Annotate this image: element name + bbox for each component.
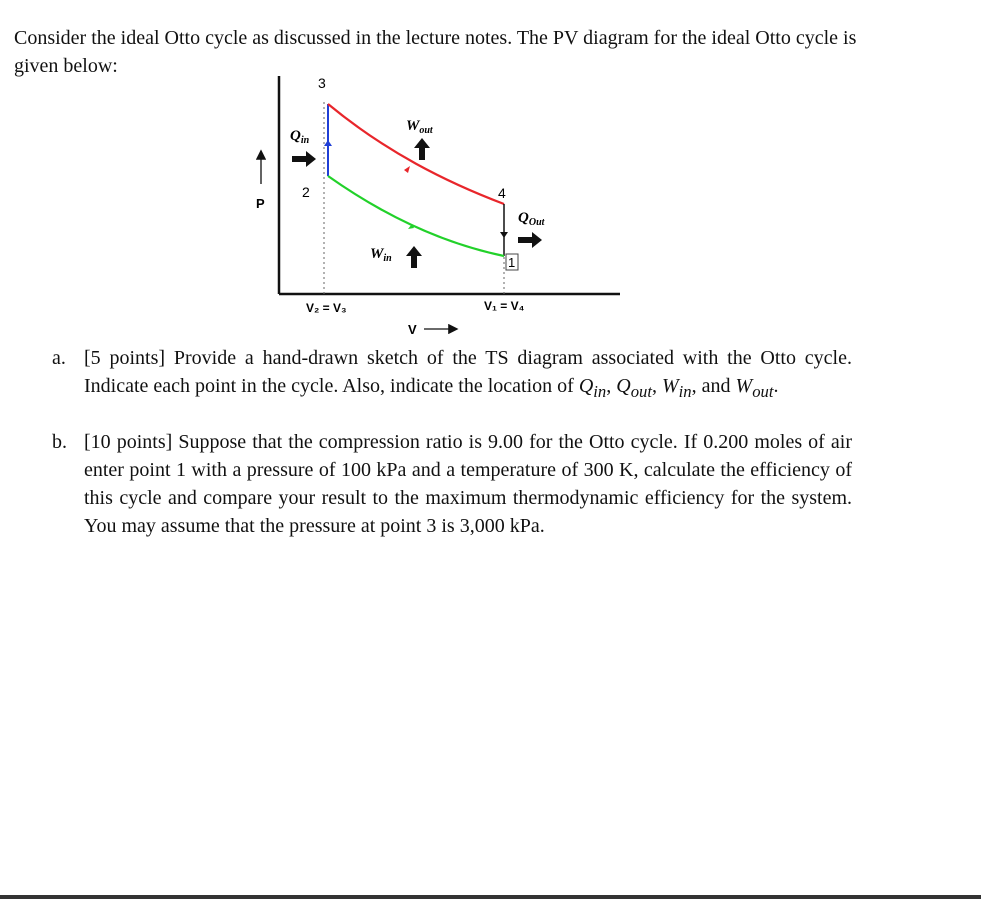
- question-a: [52, 344, 852, 406]
- w-in-arrow-icon: [406, 246, 422, 268]
- pv-diagram-svg: [236, 72, 636, 342]
- v1-v4-label: V₁ = V₄: [484, 299, 525, 313]
- w-out-sub: out: [419, 125, 433, 136]
- q-out-symbol: Q: [616, 375, 631, 397]
- q-out-sub: Out: [528, 217, 545, 228]
- pv-diagram: [236, 72, 636, 342]
- q-in-label: $Q_{in}$: [290, 128, 310, 146]
- q-in-arrow-icon: [292, 151, 316, 167]
- v-axis-label: V: [408, 322, 417, 337]
- q-in-subscript: in: [593, 382, 607, 401]
- w-out-arrow-icon: [414, 138, 430, 160]
- question-b-text: [10 points] Suppose that the compression ratio is 9.00 for the Otto cycle. If 0.200 moles of air enter point 1 with a pressure of 100 kPa and a temperature of 300 K, calculate the efficiency of this cycle and compare your result to the maximum thermodynamic efficiency for the system. You may assume that the pressure at point 3 is 3,000 kPa.: [84, 431, 852, 537]
- separator-3: , and: [691, 375, 736, 397]
- point-3-label: 3: [318, 75, 326, 91]
- compression-curve: [328, 176, 504, 256]
- w-out-symbol: W: [735, 375, 753, 397]
- w-in-label: $W_{in}$: [370, 246, 392, 264]
- q-out-arrow-icon: [518, 232, 542, 248]
- q-in-symbol: Q: [578, 375, 594, 397]
- v2-v3-label: V₂ = V₃: [306, 301, 347, 315]
- intro-paragraph: Consider the ideal Otto cycle as discussed in the lecture notes. The PV diagram for the ideal Otto cycle is given below:: [14, 27, 857, 77]
- separator-1: ,: [606, 375, 617, 397]
- bottom-border: [0, 895, 981, 899]
- w-out-label: $W_{out}$: [406, 118, 433, 136]
- point-4-label: 4: [498, 185, 506, 201]
- question-a-text: [84, 344, 852, 406]
- w-out-subscript: out: [752, 382, 774, 401]
- q-out-label: $Q_{Out}$: [518, 210, 545, 228]
- w-in-symbol: W: [662, 375, 679, 397]
- direction-arrow-4-1: [500, 232, 508, 238]
- separator-2: ,: [652, 375, 662, 397]
- w-in-subscript: in: [678, 382, 692, 401]
- question-b-label: b.: [52, 431, 67, 453]
- direction-arrow-3-4: [404, 166, 410, 173]
- question-b: [52, 428, 852, 540]
- direction-arrow-2-3: [324, 140, 332, 146]
- q-out-subscript: out: [630, 382, 652, 401]
- point-1-label: 1: [508, 255, 516, 270]
- p-axis-label: P: [256, 196, 265, 211]
- w-in-sub: in: [383, 253, 392, 264]
- question-a-end: .: [773, 375, 779, 397]
- question-a-label: a.: [52, 347, 66, 369]
- point-2-label: 2: [302, 184, 310, 200]
- q-in-sub: in: [300, 135, 310, 146]
- question-a-body: [5 points] Provide a hand-drawn sketch of the TS diagram associated with the Otto cycle. Indicate each point in the cycle. Also, indicate the location of: [84, 347, 852, 397]
